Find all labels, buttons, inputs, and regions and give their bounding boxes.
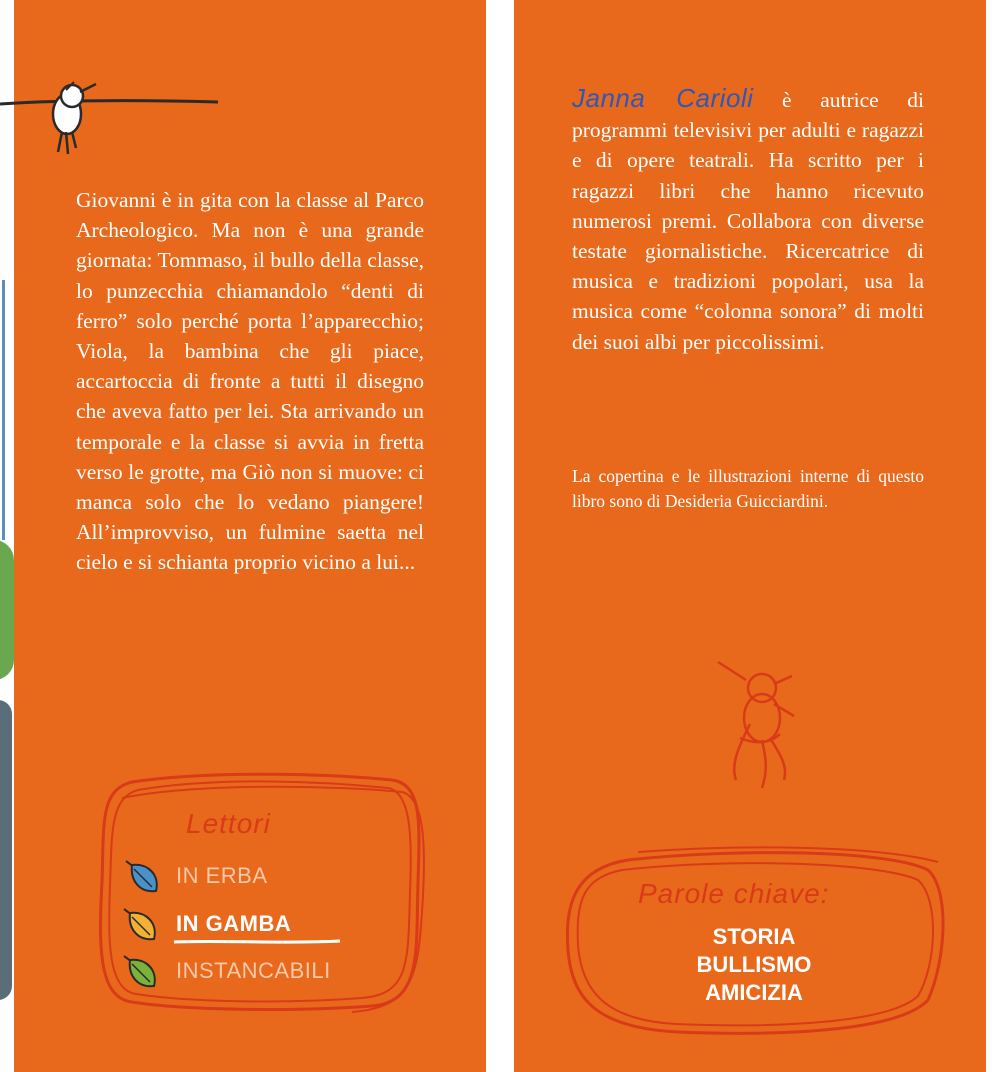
author-biography [572, 83, 924, 357]
keyword-item: STORIA [712, 924, 796, 949]
bird-on-wire-icon [0, 40, 230, 200]
illustration-rock [0, 700, 12, 1000]
keywords-title: Parole chiave: [638, 878, 830, 909]
illustration-grass [0, 540, 14, 680]
selected-level-underline [174, 938, 344, 948]
illustration-stem [2, 280, 5, 540]
book-synopsis: Giovanni è in gita con la classe al Parco Archeologico. Ma non è una grande giornata: Tommaso, il bullo della classe, lo punzecchia chiamandolo “denti di ferro” solo perché porta l’apparecchio; Viola, la bambina che gli piace, accartoccia di fronte a tutti il disegno che aveva fatto per lei. Sta arrivando un temporale e la classe si avvia in fretta verso le grotte, ma Giò non si muove: ci manca solo che lo vedano piangere! All’improvviso, un fulmine saetta nel cielo e si schianta proprio vicino a lui... [76, 188, 424, 575]
bird-outline-icon [710, 654, 820, 794]
reader-level-instancabili: INSTANCABILI [176, 958, 331, 983]
author-bio-text: è autrice di programmi televisivi per adulti e ragazzi e di opere teatrali. Ha scritto per i ragazzi libri che hanno ricevuto numerosi premi. Collabora con diverse testate giornalistiche. Ricercatrice di musica e tradizioni popolari, usa la musica come “colonna sonora” di molti dei suoi albi per piccolissimi. [572, 88, 924, 354]
reader-level-in-gamba: IN GAMBA [176, 911, 292, 936]
reader-level-in-erba: IN ERBA [176, 863, 268, 888]
leaf-green-icon [120, 952, 160, 992]
readers-title: Lettori [186, 808, 271, 839]
keyword-item: AMICIZIA [705, 980, 803, 1005]
keyword-item: BULLISMO [696, 952, 812, 977]
illustration-credit: La copertina e le illustrazioni interne di questo libro sono di Desideria Guicciardini. [572, 466, 924, 511]
leaf-yellow-icon [120, 905, 160, 945]
author-name: Janna Carioli [572, 83, 754, 113]
left-flap [14, 0, 486, 1072]
page-edge [986, 0, 1000, 1072]
right-flap [514, 0, 986, 1072]
leaf-blue-icon [122, 857, 162, 897]
page-gutter [486, 0, 514, 1072]
